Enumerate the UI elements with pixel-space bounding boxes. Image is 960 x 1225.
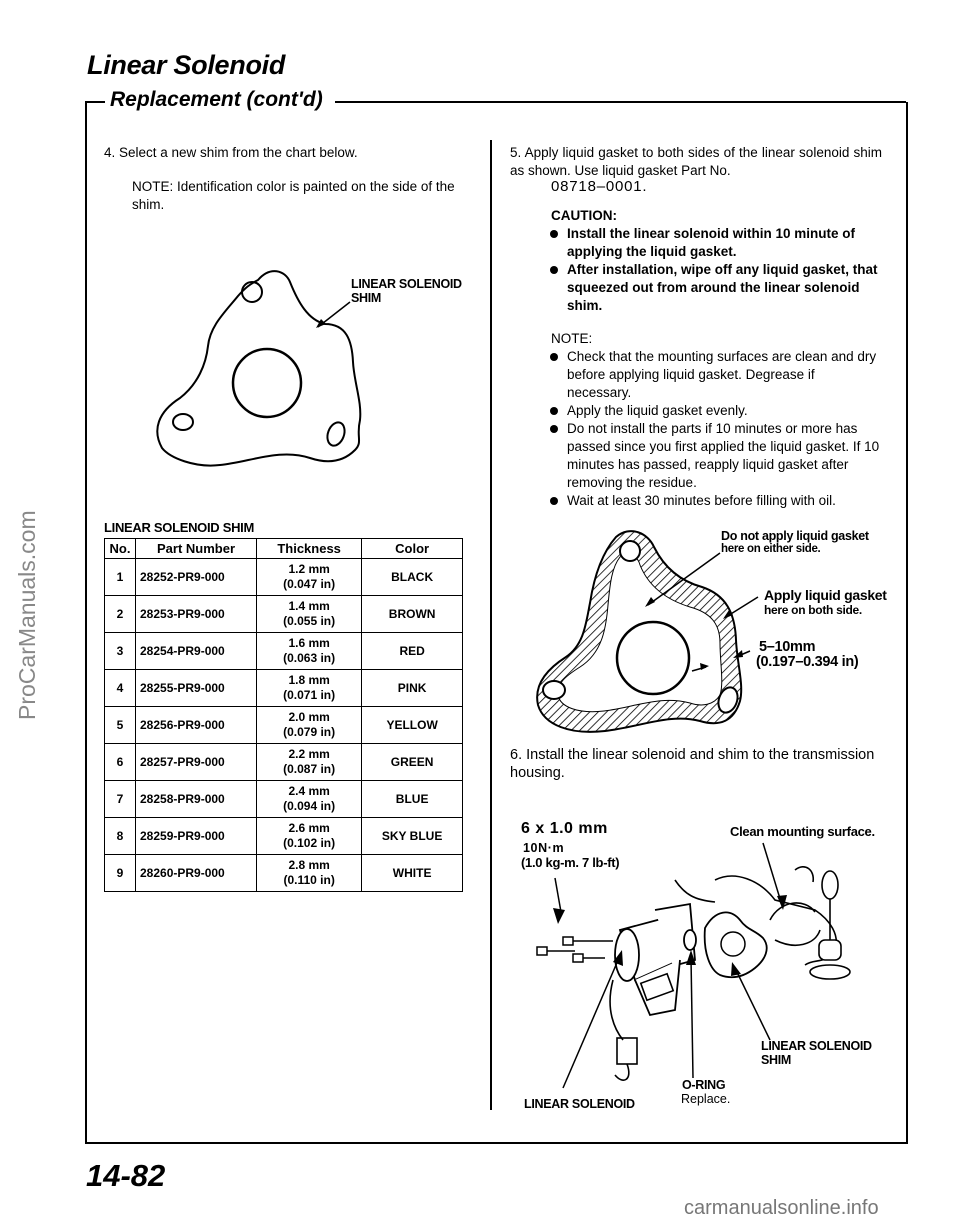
shim-label-line2: SHIM <box>351 291 382 305</box>
solenoid-label: LINEAR SOLENOID <box>524 1097 635 1111</box>
row-thickness <box>257 744 362 781</box>
apply-gasket-label-line1: Apply liquid gasket <box>764 587 887 603</box>
gasket-left-bolt-hole <box>543 681 565 699</box>
col-thickness: Thickness <box>257 539 362 559</box>
row-thickness <box>257 559 362 596</box>
o-ring <box>684 930 696 950</box>
gasket-width-mm: 5–10mm <box>759 639 816 655</box>
note-block <box>548 330 882 510</box>
row-thickness <box>257 633 362 670</box>
table-row <box>105 818 463 855</box>
row-no: 9 <box>105 855 136 892</box>
row-color: PINK <box>362 670 463 707</box>
row-part: 28257-PR9-000 <box>136 744 257 781</box>
shim-right-bolt-hole <box>324 420 347 448</box>
column-divider <box>490 140 492 1110</box>
gasket-application-drawing <box>530 525 900 740</box>
table-row <box>105 744 463 781</box>
row-thickness <box>257 670 362 707</box>
thickness-in: (0.063 in) <box>283 651 336 665</box>
step-5-text: 5. Apply liquid gasket to both sides of the linear solenoid shim as shown. Use liquid gasket Part No. <box>510 145 882 178</box>
shim-top-bolt-hole <box>242 282 262 302</box>
thickness-mm: 1.2 mm <box>288 562 330 576</box>
row-no: 2 <box>105 596 136 633</box>
row-part: 28255-PR9-000 <box>136 670 257 707</box>
row-no: 7 <box>105 781 136 818</box>
torque-kgm: (1.0 kg-m. 7 lb-ft) <box>521 855 620 870</box>
row-thickness <box>257 707 362 744</box>
row-part: 28254-PR9-000 <box>136 633 257 670</box>
table-row <box>105 633 463 670</box>
table-title: LINEAR SOLENOID SHIM <box>104 520 255 535</box>
thickness-mm: 1.8 mm <box>288 673 330 687</box>
clean-surface-leader <box>763 843 781 902</box>
step-6-text: 6. Install the linear solenoid and shim to the transmission housing. <box>510 747 875 781</box>
caution-item: After installation, wipe off any liquid gasket, that squeezed out from around the linear solenoid shim. <box>548 261 882 315</box>
torque-nm: 10N·m <box>523 841 565 855</box>
shim-label-line1: LINEAR SOLENOID <box>351 277 462 291</box>
step-4-note: NOTE: Identification color is painted on the side of the shim. <box>132 179 455 212</box>
bolt-leader-arrow <box>553 908 565 924</box>
thickness-in: (0.047 in) <box>283 577 336 591</box>
bolt-size: 6 x 1.0 mm <box>521 820 608 837</box>
installed-shim-bore <box>721 932 745 956</box>
dipstick <box>810 871 850 979</box>
gasket-part-number: 08718–0001. <box>551 178 648 195</box>
page-number: 14-82 <box>86 1158 166 1193</box>
caution-title: CAUTION: <box>551 208 617 223</box>
thickness-in: (0.055 in) <box>283 614 336 628</box>
clean-surface-label: Clean mounting surface. <box>730 824 875 839</box>
note-title: NOTE: <box>551 331 593 346</box>
row-no: 4 <box>105 670 136 707</box>
bolt-leader <box>555 878 561 912</box>
step-4-text: 4. Select a new shim from the chart below. <box>104 145 358 160</box>
solenoid-body <box>615 904 695 1015</box>
note-item: Do not install the parts if 10 minutes or more has passed since you first applied the liquid gasket. If 10 minutes has passed, reapply liquid gasket after removing the residue. <box>548 420 882 492</box>
caution-block <box>548 207 882 315</box>
row-thickness <box>257 818 362 855</box>
row-part: 28252-PR9-000 <box>136 559 257 596</box>
row-color: WHITE <box>362 855 463 892</box>
install-shim-label-line1: LINEAR SOLENOID <box>761 1039 872 1053</box>
thickness-mm: 2.2 mm <box>288 747 330 761</box>
lower-bolt <box>537 947 605 962</box>
row-no: 8 <box>105 818 136 855</box>
shim-install-leader <box>735 968 770 1040</box>
shim-table <box>104 538 463 892</box>
no-gasket-label-line2: here on either side. <box>721 543 821 555</box>
shim-left-bolt-hole <box>173 414 193 430</box>
gasket-center-bore <box>617 622 689 694</box>
shim-center-bore <box>233 349 301 417</box>
row-color: RED <box>362 633 463 670</box>
row-color: BROWN <box>362 596 463 633</box>
table-row <box>105 596 463 633</box>
thickness-mm: 1.4 mm <box>288 599 330 613</box>
row-part: 28260-PR9-000 <box>136 855 257 892</box>
row-thickness <box>257 781 362 818</box>
thickness-in: (0.087 in) <box>283 762 336 776</box>
installation-drawing <box>515 840 900 1105</box>
note-item: Wait at least 30 minutes before filling with oil. <box>548 492 882 510</box>
note-item: Check that the mounting surfaces are clean and dry before applying liquid gasket. Degrease if necessary. <box>548 348 882 402</box>
thickness-mm: 2.6 mm <box>288 821 330 835</box>
thickness-mm: 1.6 mm <box>288 636 330 650</box>
row-thickness <box>257 596 362 633</box>
no-gasket-label-line1: Do not apply liquid gasket <box>721 529 869 543</box>
thickness-in: (0.079 in) <box>283 725 336 739</box>
thickness-in: (0.110 in) <box>283 873 335 887</box>
caution-item: Install the linear solenoid within 10 minute of applying the liquid gasket. <box>548 225 882 261</box>
o-ring-label: O-RING <box>682 1078 726 1092</box>
solenoid-leader <box>563 958 619 1088</box>
thickness-in: (0.102 in) <box>283 836 336 850</box>
row-part: 28259-PR9-000 <box>136 818 257 855</box>
section-subtitle: Replacement (cont'd) <box>106 88 327 112</box>
upper-bolt <box>563 937 613 945</box>
page-title: Linear Solenoid <box>87 50 286 80</box>
row-no: 5 <box>105 707 136 744</box>
o-ring-note: Replace. <box>681 1092 731 1106</box>
table-row <box>105 670 463 707</box>
row-no: 3 <box>105 633 136 670</box>
shim-drawing <box>150 262 470 477</box>
thickness-mm: 2.8 mm <box>288 858 330 872</box>
gasket-width-in: (0.197–0.394 in) <box>756 654 859 670</box>
install-shim-label-line2: SHIM <box>761 1053 792 1067</box>
row-color: BLUE <box>362 781 463 818</box>
col-color: Color <box>362 539 463 559</box>
thickness-in: (0.071 in) <box>283 688 336 702</box>
col-part-number: Part Number <box>136 539 257 559</box>
row-color: SKY BLUE <box>362 818 463 855</box>
col-no: No. <box>105 539 136 559</box>
row-thickness <box>257 855 362 892</box>
row-no: 1 <box>105 559 136 596</box>
row-part: 28258-PR9-000 <box>136 781 257 818</box>
gasket-top-bolt-hole <box>620 541 640 561</box>
row-part: 28253-PR9-000 <box>136 596 257 633</box>
table-row <box>105 781 463 818</box>
table-row <box>105 559 463 596</box>
table-row <box>105 855 463 892</box>
note-item: Apply the liquid gasket evenly. <box>548 402 882 420</box>
row-color: BLACK <box>362 559 463 596</box>
table-header-row <box>105 539 463 559</box>
table-row <box>105 707 463 744</box>
o-ring-leader <box>691 958 693 1078</box>
side-watermark: ProCarManuals.com <box>14 510 40 720</box>
row-color: YELLOW <box>362 707 463 744</box>
row-part: 28256-PR9-000 <box>136 707 257 744</box>
apply-gasket-label-line2: here on both side. <box>764 603 862 617</box>
thickness-in: (0.094 in) <box>283 799 336 813</box>
row-color: GREEN <box>362 744 463 781</box>
thickness-mm: 2.4 mm <box>288 784 330 798</box>
row-no: 6 <box>105 744 136 781</box>
thickness-mm: 2.0 mm <box>288 710 330 724</box>
bottom-watermark: carmanualsonline.info <box>684 1197 879 1219</box>
